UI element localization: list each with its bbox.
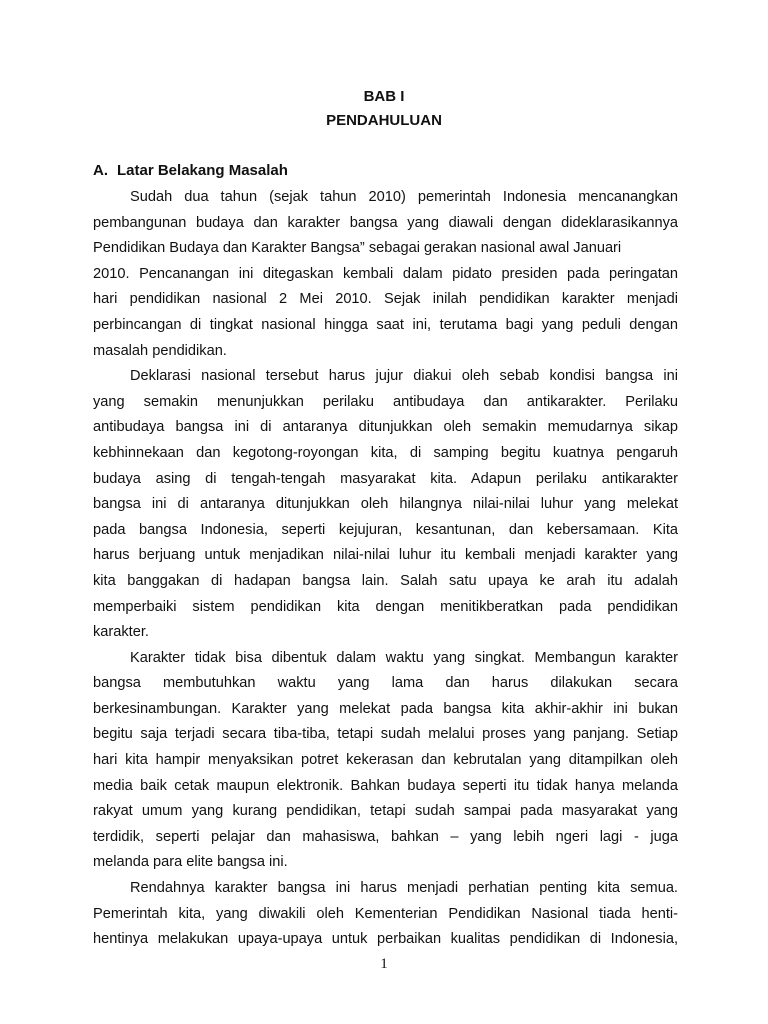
paragraph-line: memperbaiki sistem pendidikan kita dengan menitikberatkan pada pendidikan <box>93 598 678 615</box>
section-heading <box>93 162 288 180</box>
paragraph-line: hari kita hampir menyaksikan potret kekerasan dan kebrutalan yang ditampilkan oleh <box>93 752 678 769</box>
page-number: 1 <box>380 956 388 972</box>
paragraph-line: kebhinnekaan dan kegotong-royongan kita, di samping begitu kuatnya pengaruh <box>93 444 678 461</box>
paragraph-line: hari pendidikan nasional 2 Mei 2010. Sejak inilah pendidikan karakter menjadi <box>93 291 678 308</box>
paragraph-line: bangsa membutuhkan waktu yang lama dan harus dilakukan secara <box>93 675 678 692</box>
section-title: Latar Belakang Masalah <box>117 162 288 179</box>
paragraph-line: kita banggakan di hadapan bangsa lain. Salah satu upaya ke arah itu adalah <box>93 572 678 589</box>
paragraph-line: pembangunan budaya dan karakter bangsa yang diawali dengan dideklarasikannya <box>93 214 678 231</box>
chapter-title: PENDAHULUAN <box>326 112 442 129</box>
paragraph-line: hentinya melakukan upaya-upaya untuk perbaikan kualitas pendidikan di Indonesia, <box>93 931 678 948</box>
paragraph-line: perbincangan di tingkat nasional hingga saat ini, terutama bagi yang peduli dengan <box>93 316 678 333</box>
paragraph-line: Karakter tidak bisa dibentuk dalam waktu yang singkat. Membangun karakter <box>130 649 678 666</box>
paragraph-line: begitu saja terjadi secara tiba-tiba, tetapi sudah melalui proses yang panjang. Setiap <box>93 726 678 743</box>
paragraph-line: bangsa ini di antaranya ditunjukkan oleh hilangnya nilai-nilai luhur yang melekat <box>93 496 678 513</box>
paragraph-line: rakyat umum yang kurang pendidikan, tetapi sudah sampai pada masyarakat yang <box>93 803 678 820</box>
paragraph-line: Pendidikan Budaya dan Karakter Bangsa” sebagai gerakan nasional awal Januari <box>93 240 622 257</box>
paragraph-line: berkesinambungan. Karakter yang melekat pada bangsa kita akhir-akhir ini bukan <box>93 700 678 717</box>
paragraph-line: harus berjuang untuk menjadikan nilai-nilai luhur itu kembali menjadi karakter yang <box>93 547 678 564</box>
paragraph-line: Rendahnya karakter bangsa ini harus menjadi perhatian penting kita semua. <box>130 880 678 897</box>
paragraph-line: masalah pendidikan. <box>93 342 227 359</box>
paragraph-line: antibudaya bangsa ini di antaranya ditunjukkan oleh semakin memudarnya sikap <box>93 419 678 436</box>
paragraph-line: Sudah dua tahun (sejak tahun 2010) pemerintah Indonesia mencanangkan <box>130 189 678 205</box>
paragraph-line: Deklarasi nasional tersebut harus jujur diakui oleh sebab kondisi bangsa ini <box>130 368 678 385</box>
paragraph-line: karakter. <box>93 624 149 641</box>
paragraph-line: pada bangsa Indonesia, seperti kejujuran, kesantunan, dan kebersamaan. Kita <box>93 521 678 538</box>
paragraph-line: yang semakin menunjukkan perilaku antibudaya dan antikarakter. Perilaku <box>93 393 678 410</box>
paragraph-line: melanda para elite bangsa ini. <box>93 854 288 871</box>
paragraph-line: terdidik, seperti pelajar dan mahasiswa, bahkan – yang lebih ngeri lagi - juga <box>93 828 678 845</box>
body-text <box>93 185 678 953</box>
paragraph-line: budaya asing di tengah-tengah masyarakat kita. Adapun perilaku antikarakter <box>93 470 678 487</box>
chapter-number: BAB I <box>363 88 405 105</box>
paragraph-line: Pemerintah kita, yang diwakili oleh Kementerian Pendidikan Nasional tiada henti- <box>93 905 678 922</box>
section-letter: A. <box>93 162 108 179</box>
paragraph-line: 2010. Pencanangan ini ditegaskan kembali dalam pidato presiden pada peringatan <box>93 265 678 282</box>
paragraph-line: media baik cetak maupun elektronik. Bahkan budaya seperti itu tidak hanya melanda <box>93 777 678 794</box>
